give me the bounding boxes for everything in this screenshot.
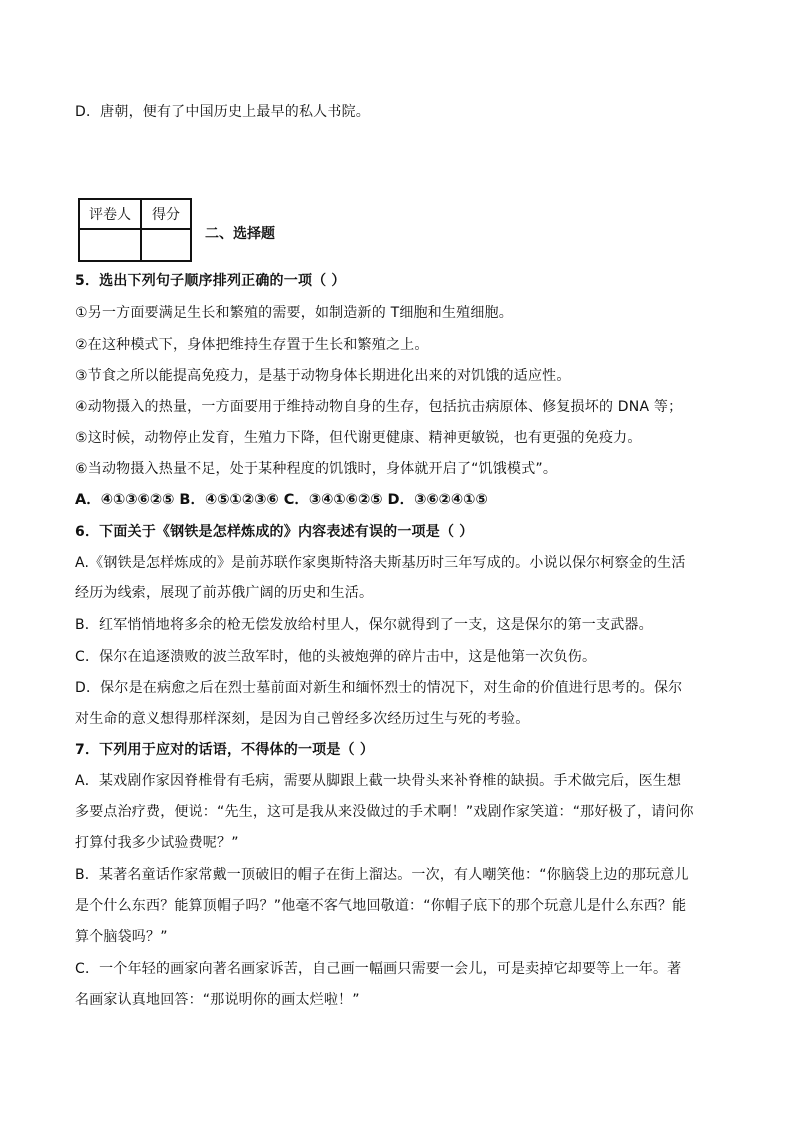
question-7-stem: 7．下列用于应对的话语，不得体的一项是（ ） xyxy=(75,742,375,758)
score-table-header-grader: 评卷人 xyxy=(79,199,141,229)
question-6-stem: 6．下面关于《钢铁是怎样炼成的》内容表述有误的一项是（ ） xyxy=(75,524,474,540)
question-7-line: 是个什么东西？能算顶帽子吗？”他毫不客气地回敬道：“你帽子底下的那个玩意儿是什么东西？能 xyxy=(75,898,687,914)
question-7-line: 打算付我多少试验费呢？” xyxy=(75,835,239,851)
question-5-sentence: ⑤这时候，动物停止发育，生殖力下降，但代谢更健康、精神更敏锐，也有更强的免疫力。 xyxy=(75,430,642,446)
question-5-sentence: ②在这种模式下，身体把维持生存置于生长和繁殖之上。 xyxy=(75,337,429,353)
question-7-line: 算个脑袋吗？” xyxy=(75,929,168,945)
question-6-line: D．保尔是在病愈之后在烈士墓前面对新生和缅怀烈士的情况下，对生命的价值进行思考的。保尔 xyxy=(75,680,683,696)
question-4-option-d: D．唐朝，便有了中国历史上最早的私人书院。 xyxy=(75,104,370,120)
question-7-line: 名画家认真地回答：“那说明你的画太烂啦！” xyxy=(75,992,360,1008)
question-5-stem: 5．选出下列句子顺序排列正确的一项（ ） xyxy=(75,273,346,289)
question-6-line: 对生命的意义想得那样深刻，是因为自己曾经多次经历过生与死的考验。 xyxy=(75,711,530,727)
question-7-line: A．某戏剧作家因脊椎骨有毛病，需要从脚跟上截一块骨头来补脊椎的缺损。手术做完后，医生想 xyxy=(75,773,682,789)
question-5-sentence: ④动物摄入的热量，一方面要用于维持动物自身的生存，包括抗击病原体、修复损坏的 DNA 等； xyxy=(75,399,683,415)
question-6-line: A.《钢铁是怎样炼成的》是前苏联作家奥斯特洛夫斯基历时三年写成的。小说以保尔柯察金的生活 xyxy=(75,555,686,571)
score-table-cell-score xyxy=(141,229,191,261)
question-5-sentence: ①另一方面要满足生长和繁殖的需要，如制造新的 T细胞和生殖细胞。 xyxy=(75,305,513,321)
score-table xyxy=(78,198,192,262)
question-7-line: C．一个年轻的画家向著名画家诉苦，自己画一幅画只需要一会儿，可是卖掉它却要等上一年。著 xyxy=(75,961,682,977)
question-6-line: 经历为线索，展现了前苏俄广阔的历史和生活。 xyxy=(75,585,374,601)
question-5-options: A．④①③⑥②⑤ B．④⑤①②③⑥ C．③④①⑥②⑤ D．③⑥②④①⑤ xyxy=(75,492,488,508)
question-6-line: B．红军悄悄地将多余的枪无偿发放给村里人，保尔就得到了一支，这是保尔的第一支武器。 xyxy=(75,617,653,633)
question-5-sentence: ⑥当动物摄入热量不足，处于某种程度的饥饿时，身体就开启了“饥饿模式”。 xyxy=(75,461,558,477)
score-table-cell-grader xyxy=(79,229,141,261)
question-7-line: B．某著名童话作家常戴一顶破旧的帽子在街上溜达。一次，有人嘲笑他：“你脑袋上边的那玩意儿 xyxy=(75,867,689,883)
section-title: 二、选择题 xyxy=(205,226,275,242)
score-table-header-score: 得分 xyxy=(141,199,191,229)
question-6-line: C．保尔在追逐溃败的波兰敌军时，他的头被炮弹的碎片击中，这是他第一次负伤。 xyxy=(75,649,597,665)
question-5-sentence: ③节食之所以能提高免疫力，是基于动物身体长期进化出来的对饥饿的适应性。 xyxy=(75,368,571,384)
question-7-line: 多要点治疗费，便说：“先生，这可是我从来没做过的手术啊！”戏剧作家笑道：“那好极了，请问你 xyxy=(75,804,694,820)
